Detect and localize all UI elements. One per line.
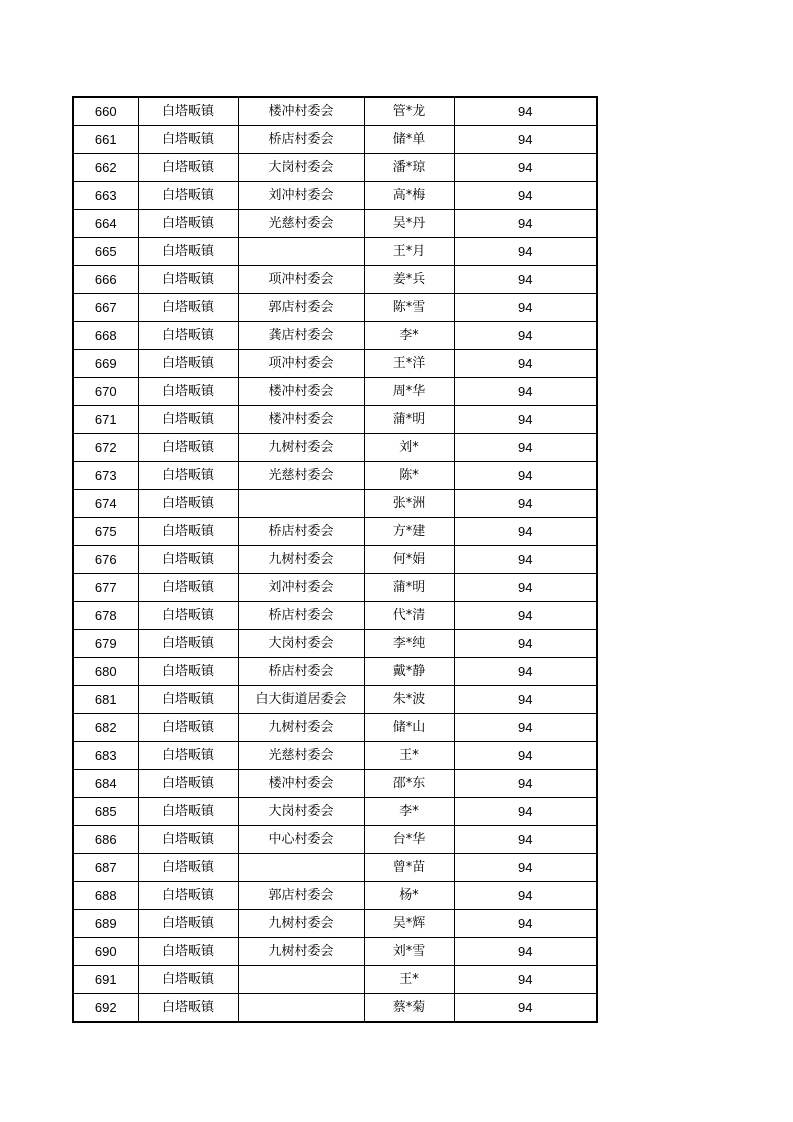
name-cell: 蒲*明	[364, 406, 454, 434]
village-committee-cell	[238, 490, 364, 518]
village-committee-cell: 大岗村委会	[238, 154, 364, 182]
township-cell: 白塔畈镇	[138, 714, 238, 742]
table-row	[73, 434, 597, 462]
table-row	[73, 602, 597, 630]
table-row	[73, 798, 597, 826]
row-number-cell: 691	[73, 966, 138, 994]
score-cell: 94	[454, 350, 597, 378]
score-cell: 94	[454, 322, 597, 350]
name-cell: 李*纯	[364, 630, 454, 658]
name-cell: 李*	[364, 798, 454, 826]
village-committee-cell: 郭店村委会	[238, 882, 364, 910]
score-cell: 94	[454, 630, 597, 658]
name-cell: 王*洋	[364, 350, 454, 378]
village-committee-cell: 楼冲村委会	[238, 406, 364, 434]
township-cell: 白塔畈镇	[138, 966, 238, 994]
table-row	[73, 294, 597, 322]
name-cell: 何*娟	[364, 546, 454, 574]
name-cell: 王*月	[364, 238, 454, 266]
township-cell: 白塔畈镇	[138, 686, 238, 714]
table-row	[73, 266, 597, 294]
village-committee-cell: 刘冲村委会	[238, 574, 364, 602]
township-cell: 白塔畈镇	[138, 910, 238, 938]
name-cell: 蔡*菊	[364, 994, 454, 1023]
village-committee-cell: 桥店村委会	[238, 518, 364, 546]
table-row	[73, 686, 597, 714]
table-row	[73, 826, 597, 854]
row-number-cell: 683	[73, 742, 138, 770]
township-cell: 白塔畈镇	[138, 658, 238, 686]
table-row	[73, 882, 597, 910]
village-committee-cell: 楼冲村委会	[238, 97, 364, 126]
row-number-cell: 662	[73, 154, 138, 182]
village-committee-cell: 桥店村委会	[238, 602, 364, 630]
table-row	[73, 350, 597, 378]
score-cell: 94	[454, 434, 597, 462]
row-number-cell: 674	[73, 490, 138, 518]
village-committee-cell: 龚店村委会	[238, 322, 364, 350]
score-cell: 94	[454, 882, 597, 910]
township-cell: 白塔畈镇	[138, 490, 238, 518]
township-cell: 白塔畈镇	[138, 322, 238, 350]
name-cell: 杨*	[364, 882, 454, 910]
name-cell: 吴*丹	[364, 210, 454, 238]
township-cell: 白塔畈镇	[138, 154, 238, 182]
township-cell: 白塔畈镇	[138, 97, 238, 126]
table-row	[73, 490, 597, 518]
score-cell: 94	[454, 490, 597, 518]
row-number-cell: 682	[73, 714, 138, 742]
name-cell: 台*华	[364, 826, 454, 854]
village-committee-cell: 九树村委会	[238, 714, 364, 742]
township-cell: 白塔畈镇	[138, 462, 238, 490]
score-cell: 94	[454, 854, 597, 882]
row-number-cell: 679	[73, 630, 138, 658]
row-number-cell: 686	[73, 826, 138, 854]
name-cell: 方*建	[364, 518, 454, 546]
township-cell: 白塔畈镇	[138, 938, 238, 966]
township-cell: 白塔畈镇	[138, 826, 238, 854]
name-cell: 周*华	[364, 378, 454, 406]
name-cell: 刘*	[364, 434, 454, 462]
township-cell: 白塔畈镇	[138, 378, 238, 406]
table-row	[73, 854, 597, 882]
row-number-cell: 676	[73, 546, 138, 574]
row-number-cell: 692	[73, 994, 138, 1023]
score-cell: 94	[454, 714, 597, 742]
township-cell: 白塔畈镇	[138, 406, 238, 434]
village-committee-cell: 白大街道居委会	[238, 686, 364, 714]
village-committee-cell: 桥店村委会	[238, 658, 364, 686]
village-committee-cell: 项冲村委会	[238, 350, 364, 378]
row-number-cell: 665	[73, 238, 138, 266]
township-cell: 白塔畈镇	[138, 742, 238, 770]
name-cell: 高*梅	[364, 182, 454, 210]
row-number-cell: 675	[73, 518, 138, 546]
township-cell: 白塔畈镇	[138, 546, 238, 574]
name-cell: 刘*雪	[364, 938, 454, 966]
name-cell: 戴*静	[364, 658, 454, 686]
roster-table	[72, 96, 598, 1023]
name-cell: 陈*	[364, 462, 454, 490]
name-cell: 陈*雪	[364, 294, 454, 322]
township-cell: 白塔畈镇	[138, 602, 238, 630]
name-cell: 潘*琼	[364, 154, 454, 182]
village-committee-cell	[238, 238, 364, 266]
table-row	[73, 574, 597, 602]
score-cell: 94	[454, 266, 597, 294]
village-committee-cell	[238, 966, 364, 994]
score-cell: 94	[454, 406, 597, 434]
row-number-cell: 677	[73, 574, 138, 602]
row-number-cell: 671	[73, 406, 138, 434]
name-cell: 朱*波	[364, 686, 454, 714]
roster-table-body	[73, 97, 597, 1022]
table-row	[73, 630, 597, 658]
row-number-cell: 667	[73, 294, 138, 322]
village-committee-cell: 中心村委会	[238, 826, 364, 854]
score-cell: 94	[454, 994, 597, 1023]
township-cell: 白塔畈镇	[138, 182, 238, 210]
score-cell: 94	[454, 97, 597, 126]
score-cell: 94	[454, 770, 597, 798]
table-row	[73, 378, 597, 406]
name-cell: 邵*东	[364, 770, 454, 798]
score-cell: 94	[454, 182, 597, 210]
village-committee-cell: 九树村委会	[238, 910, 364, 938]
row-number-cell: 661	[73, 126, 138, 154]
village-committee-cell	[238, 854, 364, 882]
township-cell: 白塔畈镇	[138, 294, 238, 322]
score-cell: 94	[454, 294, 597, 322]
row-number-cell: 687	[73, 854, 138, 882]
score-cell: 94	[454, 462, 597, 490]
score-cell: 94	[454, 154, 597, 182]
township-cell: 白塔畈镇	[138, 798, 238, 826]
name-cell: 蒲*明	[364, 574, 454, 602]
row-number-cell: 669	[73, 350, 138, 378]
village-committee-cell: 郭店村委会	[238, 294, 364, 322]
table-row	[73, 714, 597, 742]
village-committee-cell: 刘冲村委会	[238, 182, 364, 210]
row-number-cell: 670	[73, 378, 138, 406]
score-cell: 94	[454, 126, 597, 154]
name-cell: 王*	[364, 966, 454, 994]
village-committee-cell: 楼冲村委会	[238, 770, 364, 798]
table-row	[73, 126, 597, 154]
row-number-cell: 660	[73, 97, 138, 126]
score-cell: 94	[454, 658, 597, 686]
row-number-cell: 688	[73, 882, 138, 910]
village-committee-cell: 桥店村委会	[238, 126, 364, 154]
row-number-cell: 668	[73, 322, 138, 350]
village-committee-cell: 光慈村委会	[238, 462, 364, 490]
row-number-cell: 673	[73, 462, 138, 490]
score-cell: 94	[454, 378, 597, 406]
township-cell: 白塔畈镇	[138, 574, 238, 602]
name-cell: 张*洲	[364, 490, 454, 518]
table-row	[73, 770, 597, 798]
row-number-cell: 681	[73, 686, 138, 714]
name-cell: 管*龙	[364, 97, 454, 126]
village-committee-cell: 大岗村委会	[238, 798, 364, 826]
row-number-cell: 689	[73, 910, 138, 938]
village-committee-cell: 九树村委会	[238, 434, 364, 462]
table-row	[73, 154, 597, 182]
township-cell: 白塔畈镇	[138, 630, 238, 658]
table-row	[73, 966, 597, 994]
row-number-cell: 690	[73, 938, 138, 966]
score-cell: 94	[454, 966, 597, 994]
score-cell: 94	[454, 602, 597, 630]
table-row	[73, 658, 597, 686]
table-row	[73, 546, 597, 574]
township-cell: 白塔畈镇	[138, 210, 238, 238]
row-number-cell: 680	[73, 658, 138, 686]
score-cell: 94	[454, 826, 597, 854]
table-row	[73, 182, 597, 210]
township-cell: 白塔畈镇	[138, 882, 238, 910]
score-cell: 94	[454, 238, 597, 266]
table-row	[73, 238, 597, 266]
name-cell: 储*山	[364, 714, 454, 742]
score-cell: 94	[454, 910, 597, 938]
row-number-cell: 678	[73, 602, 138, 630]
row-number-cell: 672	[73, 434, 138, 462]
village-committee-cell: 九树村委会	[238, 546, 364, 574]
name-cell: 李*	[364, 322, 454, 350]
row-number-cell: 685	[73, 798, 138, 826]
table-row	[73, 518, 597, 546]
village-committee-cell	[238, 994, 364, 1023]
township-cell: 白塔畈镇	[138, 994, 238, 1023]
township-cell: 白塔畈镇	[138, 266, 238, 294]
village-committee-cell: 光慈村委会	[238, 742, 364, 770]
table-row	[73, 910, 597, 938]
name-cell: 储*单	[364, 126, 454, 154]
score-cell: 94	[454, 686, 597, 714]
score-cell: 94	[454, 742, 597, 770]
score-cell: 94	[454, 798, 597, 826]
table-row	[73, 97, 597, 126]
score-cell: 94	[454, 574, 597, 602]
table-row	[73, 938, 597, 966]
table-row	[73, 406, 597, 434]
table-row	[73, 322, 597, 350]
name-cell: 姜*兵	[364, 266, 454, 294]
township-cell: 白塔畈镇	[138, 854, 238, 882]
township-cell: 白塔畈镇	[138, 238, 238, 266]
township-cell: 白塔畈镇	[138, 518, 238, 546]
village-committee-cell: 九树村委会	[238, 938, 364, 966]
score-cell: 94	[454, 518, 597, 546]
township-cell: 白塔畈镇	[138, 350, 238, 378]
row-number-cell: 663	[73, 182, 138, 210]
village-committee-cell: 光慈村委会	[238, 210, 364, 238]
name-cell: 曾*苗	[364, 854, 454, 882]
score-cell: 94	[454, 546, 597, 574]
name-cell: 吴*辉	[364, 910, 454, 938]
row-number-cell: 666	[73, 266, 138, 294]
table-row	[73, 994, 597, 1023]
table-row	[73, 210, 597, 238]
score-cell: 94	[454, 210, 597, 238]
score-cell: 94	[454, 938, 597, 966]
name-cell: 王*	[364, 742, 454, 770]
row-number-cell: 684	[73, 770, 138, 798]
table-row	[73, 742, 597, 770]
township-cell: 白塔畈镇	[138, 770, 238, 798]
row-number-cell: 664	[73, 210, 138, 238]
village-committee-cell: 楼冲村委会	[238, 378, 364, 406]
name-cell: 代*清	[364, 602, 454, 630]
township-cell: 白塔畈镇	[138, 126, 238, 154]
township-cell: 白塔畈镇	[138, 434, 238, 462]
village-committee-cell: 项冲村委会	[238, 266, 364, 294]
village-committee-cell: 大岗村委会	[238, 630, 364, 658]
table-row	[73, 462, 597, 490]
